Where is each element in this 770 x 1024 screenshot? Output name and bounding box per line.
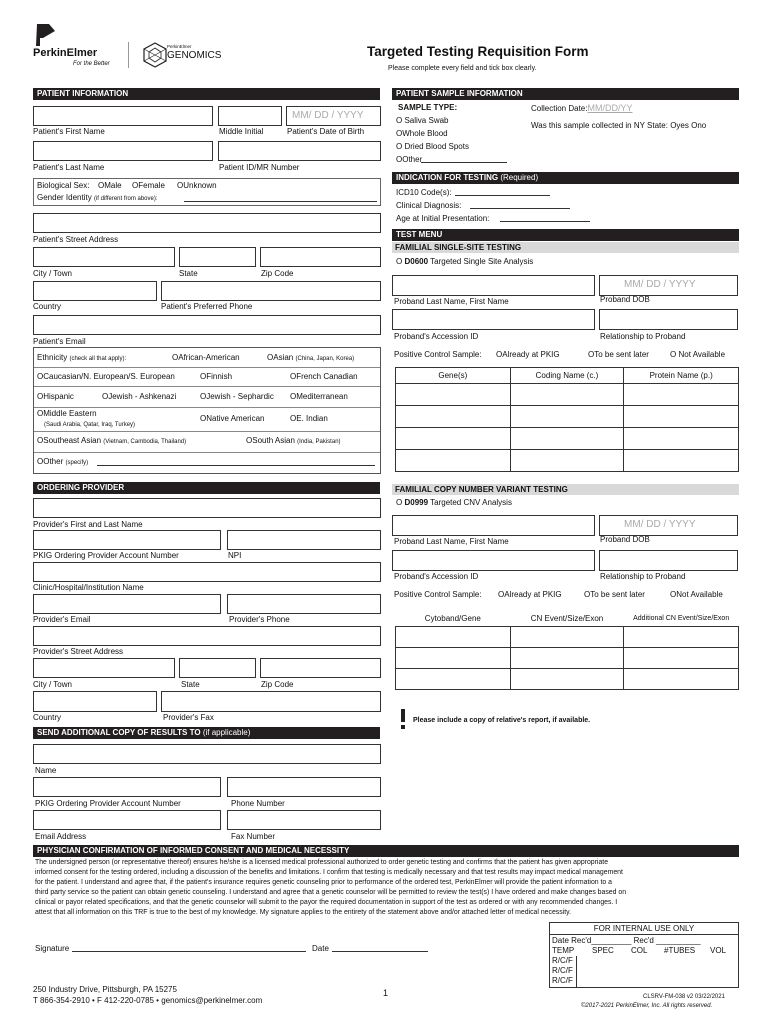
sample-other-line[interactable] (421, 162, 507, 163)
patient-email-input[interactable] (33, 315, 381, 335)
relative-report-note: Please include a copy of relative's report, if available. (413, 717, 591, 724)
label-first-name: Patient's First Name (33, 127, 105, 136)
label-last-name: Patient's Last Name (33, 163, 105, 172)
cnv-cell[interactable] (396, 648, 511, 669)
provider-country-input[interactable] (33, 691, 157, 712)
ss-proband-name-input[interactable] (392, 275, 595, 296)
internal-rcf: R/C/F (552, 966, 573, 975)
internal-use-title: FOR INTERNAL USE ONLY (593, 924, 695, 933)
label-city: City / Town (33, 269, 72, 278)
genomics-emblem-icon (143, 42, 167, 68)
eth-middle-eastern-note: (Saudi Arabia, Qatar, Iraq, Turkey) (44, 422, 136, 428)
eth-hispanic-checkbox[interactable]: OHispanic (37, 392, 74, 401)
cnv-cell[interactable] (396, 669, 511, 690)
label-provider-account: PKIG Ordering Provider Account Number (33, 551, 179, 560)
internal-rcf: R/C/F (552, 976, 573, 985)
label-zip: Zip Code (261, 269, 294, 278)
ss-control-later[interactable]: OTo be sent later (588, 350, 649, 359)
consent-date-label: Date (312, 944, 329, 953)
copy-email-input[interactable] (33, 810, 221, 830)
consent-text: The undersigned person (or representative thereof) ensures he/she is a licensed medical professional authorized to order genetic testing and confirms that the patient has given appropriate informed consent for the testing ordered, including a discussion of the benefits and limitations. I confirm that testing is medically necessary and that test results may impact medical management for the patient. I understand and agree that, if the patient's insurance requires genetic counseling prior to performance of the ordered test, PerkinElmer will provide the patient information to a third party service so the patient can obtain genetic counseling. I understand and agree that a genetic counselor will be permitted to review the test(s) I have ordered and make changes based on clinical or payor related specifications, and that the genetic counselor will submit to the payor the required documentation in support of the test as ordered or with any recommended changes. I attest that all information on this TRF is true to the best of my knowledge. My signature applies to the entirety of the statement above and/or attached letter of medical necessity. (35, 859, 627, 916)
provider-state-input[interactable] (179, 658, 256, 678)
ethnicity-group (33, 347, 381, 474)
eth-african-checkbox[interactable]: OAfrican-American (172, 353, 240, 362)
cnv-proband-dob-input[interactable] (599, 515, 738, 536)
logo-primary: PerkinElmer (33, 47, 98, 59)
d0999-checkbox[interactable]: O D0999 Targeted CNV Analysis (396, 498, 512, 507)
label-provider-fax: Provider's Fax (163, 713, 214, 722)
ny-yes-radio[interactable]: Oyes (670, 121, 689, 130)
ss-accession-input[interactable] (392, 309, 595, 330)
label-provider-city: City / Town (33, 680, 72, 689)
patient-id-input[interactable] (218, 141, 381, 161)
label-email: Patient's Email (33, 337, 86, 346)
internal-col-vol: VOL (710, 946, 727, 955)
eth-other-line[interactable] (97, 465, 375, 466)
provider-account-input[interactable] (33, 530, 221, 550)
patient-phone-input[interactable] (161, 281, 381, 301)
ss-control-na[interactable]: O Not Available (670, 350, 726, 359)
cnv-col-cytoband: Cytoband/Gene (396, 611, 511, 627)
internal-col-tubes: #TUBES (664, 946, 696, 955)
ss-variant-table (395, 367, 739, 472)
label-provider-phone: Provider's Phone (229, 615, 290, 624)
copy-name-input[interactable] (33, 744, 381, 764)
indication-header: INDICATION FOR TESTING (Required) (392, 172, 739, 184)
collection-date-input[interactable]: MM/DD/YY (587, 103, 633, 113)
icd10-line[interactable] (455, 195, 550, 196)
ss-col-genes: Gene(s) (396, 368, 511, 384)
consent-header: PHYSICIAN CONFIRMATION OF INFORMED CONSENT AND MEDICAL NECESSITY (33, 845, 739, 857)
ss-cell[interactable] (510, 384, 624, 406)
footer-contact: T 866-354-2910 • F 412-220-0785 • genomics@perkinelmer.com (33, 996, 263, 1005)
label-npi: NPI (228, 551, 242, 560)
label-clinic: Clinic/Hospital/Institution Name (33, 583, 144, 592)
ss-cell[interactable] (396, 406, 511, 428)
eth-caucasian-checkbox[interactable]: OCaucasian/N. European/S. European (37, 372, 175, 381)
footer-doc-id: CLSRV-FM-038 v2 03/22/2021 (643, 994, 725, 1000)
cnv-label-proband-dob: Proband DOB (600, 535, 650, 544)
ss-relationship-input[interactable] (599, 309, 738, 330)
label-state: State (179, 269, 198, 278)
label-provider-zip: Zip Code (261, 680, 294, 689)
patient-last-name-input[interactable] (33, 141, 213, 161)
cnv-event-table (395, 610, 739, 690)
cnv-dob-hint: MM/ DD / YYYY (624, 519, 696, 530)
sample-whole-blood-radio[interactable]: OWhole Blood (396, 129, 448, 138)
test-menu-header: TEST MENU (392, 229, 739, 241)
ny-state-question: Was this sample collected in NY State: Oyes Ono (531, 121, 707, 130)
sex-gender-group (33, 178, 381, 206)
provider-clinic-input[interactable] (33, 562, 381, 582)
perkinelmer-logo (33, 22, 123, 70)
ny-no-radio[interactable]: Ono (691, 121, 707, 130)
ss-cell[interactable] (510, 406, 624, 428)
patient-city-input[interactable] (33, 247, 175, 267)
cnv-label-accession: Proband's Accession ID (394, 572, 479, 581)
sample-type-label: SAMPLE TYPE: (398, 103, 458, 112)
ss-cell[interactable] (396, 450, 511, 472)
cnv-cell[interactable] (624, 627, 739, 648)
genomics-logo-small: PerkinElmer (167, 44, 192, 49)
age-presentation-label: Age at Initial Presentation: (396, 214, 490, 223)
cnv-cell[interactable] (396, 627, 511, 648)
copy-fax-input[interactable] (227, 810, 381, 830)
eth-e-indian-checkbox[interactable]: OE. Indian (290, 414, 328, 423)
label-copy-phone: Phone Number (231, 799, 285, 808)
cnv-control-row: Positive Control Sample: OAlready at PKIG OTo be sent later ONot Available (394, 590, 723, 599)
ss-cell[interactable] (396, 384, 511, 406)
provider-fax-input[interactable] (161, 691, 381, 712)
eth-mediterranean-checkbox[interactable]: OMediterranean (290, 392, 348, 401)
ss-label-proband-dob: Proband DOB (600, 295, 650, 304)
patient-state-input[interactable] (179, 247, 256, 267)
patient-zip-input[interactable] (260, 247, 381, 267)
cnv-cell[interactable] (624, 648, 739, 669)
eth-jewish-sephardic-checkbox[interactable]: OJewish - Sephardic (200, 392, 274, 401)
eth-french-canadian-checkbox[interactable]: OFrench Canadian (290, 372, 358, 381)
label-provider-name: Provider's First and Last Name (33, 520, 143, 529)
exclamation-icon (399, 708, 407, 730)
label-country: Country (33, 302, 62, 311)
cnv-control-na[interactable]: ONot Available (670, 590, 723, 599)
cnv-relationship-input[interactable] (599, 550, 738, 571)
label-copy-name: Name (35, 766, 57, 775)
ss-cell[interactable] (624, 450, 739, 472)
label-copy-email: Email Address (35, 832, 87, 841)
internal-date-recd: Date Rec'd_________ Rec'd __________ (552, 936, 701, 945)
ss-control-row: Positive Control Sample: OAlready at PKIG OTo be sent later O Not Available (394, 350, 726, 359)
label-provider-state: State (181, 680, 200, 689)
cnv-cell[interactable] (624, 669, 739, 690)
ss-cell[interactable] (510, 450, 624, 472)
provider-zip-input[interactable] (260, 658, 381, 678)
label-copy-fax: Fax Number (231, 832, 276, 841)
genomics-logo (143, 40, 223, 70)
provider-city-input[interactable] (33, 658, 175, 678)
sample-information-header: PATIENT SAMPLE INFORMATION (392, 88, 739, 100)
sample-dried-blood-radio[interactable]: O Dried Blood Spots (396, 142, 469, 151)
cnv-proband-name-input[interactable] (392, 515, 595, 536)
footer-copyright: ©2017-2021 PerkinElmer, Inc. All rights reserved. (581, 1003, 713, 1009)
logo-tagline: For the Better (73, 61, 110, 67)
eth-middle-eastern-checkbox[interactable]: OMiddle Eastern (37, 409, 97, 418)
ss-col-coding: Coding Name (c.) (510, 368, 624, 384)
provider-email-input[interactable] (33, 594, 221, 614)
label-dob: Patient's Date of Birth (287, 127, 365, 136)
eth-native-american-checkbox[interactable]: ONative American (200, 414, 265, 423)
copy-phone-input[interactable] (227, 777, 381, 797)
footer-address: 250 Industry Drive, Pittsburgh, PA 15275 (33, 985, 177, 994)
copy-account-input[interactable] (33, 777, 221, 797)
label-provider-email: Provider's Email (33, 615, 91, 624)
collection-date-label: Collection Date:MM/DD/YY (531, 103, 633, 113)
sample-other-radio[interactable]: OOther (396, 155, 423, 164)
bio-sex-label: Biological Sex: (37, 181, 90, 190)
eth-jewish-ashkenazi-checkbox[interactable]: OJewish - Ashkenazi (102, 392, 177, 401)
ss-col-protein: Protein Name (p.) (624, 368, 739, 384)
sex-female-radio[interactable]: OFemale (132, 181, 165, 190)
label-patient-id: Patient ID/MR Number (219, 163, 300, 172)
ss-cell[interactable] (624, 406, 739, 428)
cnv-header: FAMILIAL COPY NUMBER VARIANT TESTING (392, 484, 739, 495)
gender-identity-line[interactable] (184, 201, 377, 202)
label-middle-initial: Middle Initial (219, 127, 264, 136)
ss-cell[interactable] (396, 428, 511, 450)
provider-name-input[interactable] (33, 498, 381, 518)
provider-phone-input[interactable] (227, 594, 381, 614)
additional-copy-header: SEND ADDITIONAL COPY OF RESULTS TO (if applicable) (33, 727, 380, 739)
signature-label: Signature (35, 944, 70, 953)
provider-npi-input[interactable] (227, 530, 381, 550)
eth-other-checkbox[interactable]: OOther (specify) (37, 457, 89, 466)
internal-rcf: R/C/F (552, 956, 573, 965)
cnv-label-relationship: Relationship to Proband (600, 572, 686, 581)
sample-saliva-radio[interactable]: O Saliva Swab (396, 116, 449, 125)
dob-hint: MM/ DD / YYYY (292, 110, 364, 121)
patient-information-header: PATIENT INFORMATION (33, 88, 380, 100)
page-subtitle: Please complete every field and tick box clearly. (388, 65, 537, 72)
clinical-diagnosis-line[interactable] (470, 208, 570, 209)
clinical-diagnosis-label: Clinical Diagnosis: (396, 201, 462, 210)
single-site-header: FAMILIAL SINGLE-SITE TESTING (392, 242, 739, 253)
ss-label-relationship: Relationship to Proband (600, 332, 686, 341)
page-number: 1 (383, 988, 389, 998)
label-phone: Patient's Preferred Phone (161, 302, 253, 311)
eth-asian-checkbox[interactable]: OAsian (China, Japan, Korea) (267, 353, 355, 362)
sex-unknown-radio[interactable]: OUnknown (177, 181, 217, 190)
ss-label-accession: Proband's Accession ID (394, 332, 479, 341)
signature-line[interactable] (72, 951, 306, 952)
patient-first-name-input[interactable] (33, 106, 213, 126)
cnv-accession-input[interactable] (392, 550, 595, 571)
patient-street-input[interactable] (33, 213, 381, 233)
ethnicity-label: Ethnicity (check all that apply): (37, 353, 127, 362)
eth-southeast-asian-checkbox[interactable]: OSoutheast Asian (Vietnam, Cambodia, Thailand) (37, 436, 187, 445)
consent-date-line[interactable] (332, 951, 428, 952)
label-patient-street: Patient's Street Address (33, 235, 119, 244)
patient-country-input[interactable] (33, 281, 157, 301)
cnv-control-already[interactable]: OAlready at PKIG (498, 590, 562, 599)
cnv-cell[interactable] (510, 627, 624, 648)
ss-cell[interactable] (510, 428, 624, 450)
ss-cell[interactable] (624, 428, 739, 450)
label-copy-account: PKIG Ordering Provider Account Number (35, 799, 181, 808)
ss-proband-dob-input[interactable] (599, 275, 738, 296)
ordering-provider-header: ORDERING PROVIDER (33, 482, 380, 494)
cnv-label-proband-name: Proband Last Name, First Name (394, 537, 509, 546)
gender-identity-label: Gender Identity (if different from above): (37, 193, 158, 202)
provider-street-input[interactable] (33, 626, 381, 646)
patient-dob-input[interactable] (286, 106, 381, 126)
middle-initial-input[interactable] (218, 106, 282, 126)
perkinelmer-mark-icon (33, 22, 57, 46)
eth-south-asian-checkbox[interactable]: OSouth Asian (India, Pakistan) (246, 436, 341, 445)
d0600-checkbox[interactable]: O D0600 Targeted Single Site Analysis (396, 257, 534, 266)
label-provider-country: Country (33, 713, 62, 722)
ss-control-already[interactable]: OAlready at PKIG (496, 350, 560, 359)
ss-label-proband-name: Proband Last Name, First Name (394, 297, 509, 306)
page-title: Targeted Testing Requisition Form (367, 44, 589, 59)
internal-col-spec: SPEC (592, 946, 614, 955)
label-provider-street: Provider's Street Address (33, 647, 124, 656)
genomics-logo-text: GENOMICS (167, 50, 222, 61)
cnv-col-additional: Additional CN Event/Size/Exon (624, 611, 739, 627)
eth-finnish-checkbox[interactable]: OFinnish (200, 372, 233, 381)
ss-dob-hint: MM/ DD / YYYY (624, 279, 696, 290)
cnv-col-event: CN Event/Size/Exon (510, 611, 624, 627)
internal-col-col: COL (631, 946, 648, 955)
cnv-cell[interactable] (510, 648, 624, 669)
internal-use-box (549, 922, 739, 988)
internal-col-temp: TEMP (552, 946, 575, 955)
ss-cell[interactable] (624, 384, 739, 406)
age-presentation-line[interactable] (500, 221, 590, 222)
cnv-control-later[interactable]: OTo be sent later (584, 590, 645, 599)
cnv-cell[interactable] (510, 669, 624, 690)
icd10-label: ICD10 Code(s): (396, 188, 452, 197)
sex-male-radio[interactable]: OMale (98, 181, 122, 190)
